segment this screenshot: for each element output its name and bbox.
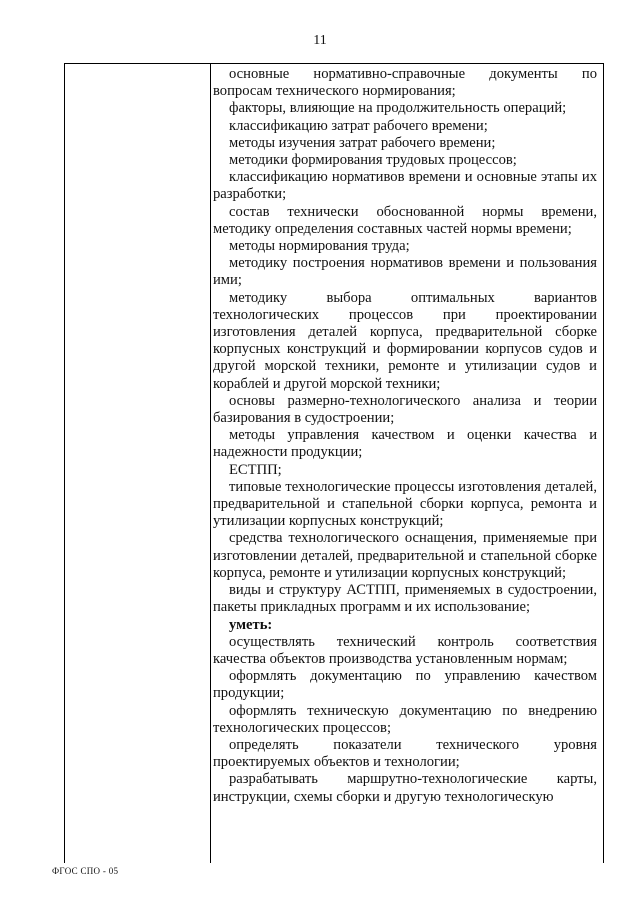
list-item: классификацию затрат рабочего времени; bbox=[229, 117, 488, 134]
list-item: средства технологического оснащения, применяемые при изготовлении деталей, предварительной и стапельной сборке корпуса, ремонте и утилизации корпусных конструкций; bbox=[213, 530, 597, 581]
list-item: состав технически обоснованной нормы времени, методику определения составных частей нормы времени; bbox=[213, 203, 597, 237]
list-item: разрабатывать маршрутно-технологические карты, инструкции, схемы сборки и другую технологическую bbox=[213, 771, 597, 805]
list-item: классификацию нормативов времени и основные этапы их разработки; bbox=[213, 169, 597, 203]
list-item: основные нормативно-справочные документы по вопросам технического нормирования; bbox=[213, 66, 597, 100]
list-item: типовые технологические процессы изготовления деталей, предварительной и стапельной сборки корпуса, ремонта и утилизации корпусных конструкций; bbox=[213, 478, 597, 530]
list-item: методику построения нормативов времени и пользования ими; bbox=[213, 255, 597, 289]
list-item: методы изучения затрат рабочего времени; bbox=[229, 134, 496, 151]
list-item: оформлять техническую документацию по внедрению технологических процессов; bbox=[213, 702, 597, 736]
table-cell-content bbox=[213, 66, 597, 806]
content-table bbox=[64, 63, 604, 863]
list-item: методы управления качеством и оценки качества и надежности продукции; bbox=[213, 427, 597, 461]
footer-label: ФГОС СПО - 05 bbox=[52, 866, 119, 876]
list-item: методики формирования трудовых процессов; bbox=[229, 152, 517, 169]
list-item: методы нормирования труда; bbox=[229, 238, 410, 255]
column-divider bbox=[210, 64, 211, 863]
list-item: ЕСТПП; bbox=[229, 461, 282, 478]
section-heading: уметь: bbox=[229, 616, 273, 633]
list-item: методику выбора оптимальных вариантов технологических процессов при проектировании изготовления деталей корпуса, предварительной сборке корпусных конструкций и формировании корпусов судов и другой морской техники, ремонте и утилизации судов и кораблей и другой морской техники; bbox=[213, 289, 597, 392]
list-item: основы размерно-технологического анализа и теории базирования в судостроении; bbox=[213, 392, 597, 427]
list-item: оформлять документацию по управлению качеством продукции; bbox=[213, 668, 597, 702]
page-number: 11 bbox=[313, 33, 327, 48]
list-item: осуществлять технический контроль соответствия качества объектов производства установленным нормам; bbox=[213, 633, 597, 667]
list-item: определять показатели технического уровня проектируемых объектов и технологии; bbox=[213, 736, 597, 771]
list-item: виды и структуру АСТПП, применяемых в судостроении, пакеты прикладных программ и их использование; bbox=[213, 582, 597, 616]
list-item: факторы, влияющие на продолжительность операций; bbox=[229, 100, 567, 117]
